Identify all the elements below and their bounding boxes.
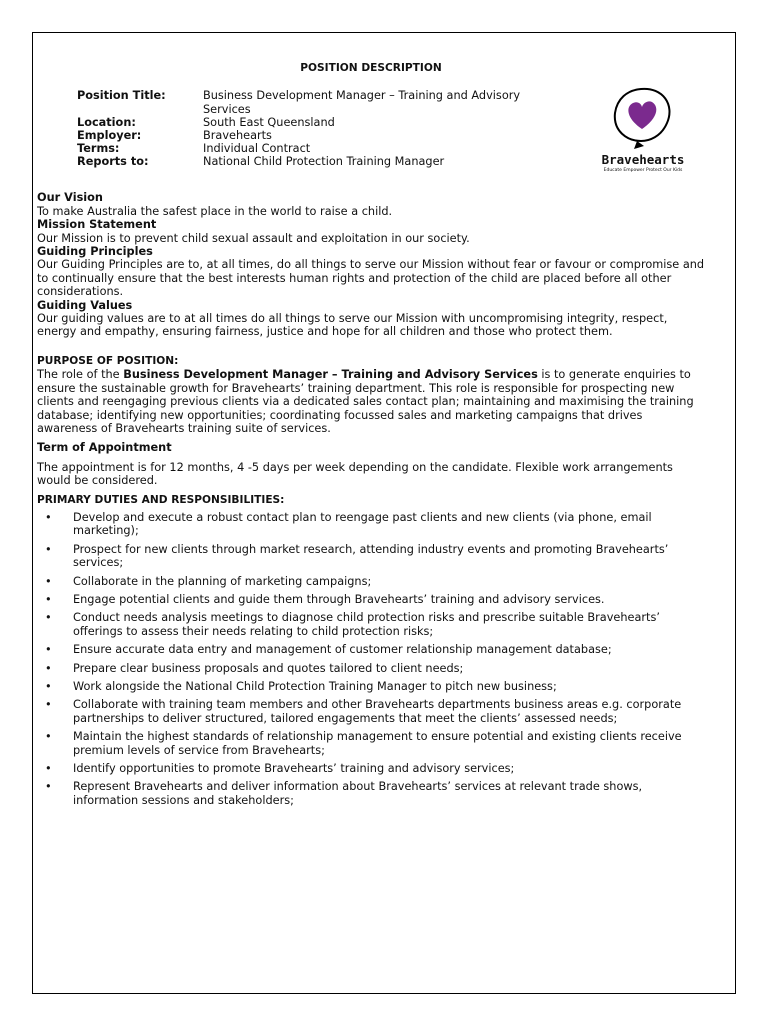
duty-text: Prospect for new clients through market research, attending industry events and promoting Bravehearts’ services; bbox=[73, 542, 669, 570]
mission-heading: Mission Statement bbox=[37, 218, 157, 232]
purpose-text bbox=[37, 368, 705, 435]
position-details-table bbox=[77, 89, 563, 168]
detail-row bbox=[77, 142, 563, 155]
list-item: • Maintain the highest standards of relationship management to ensure potential and existing clients receive premium levels of service from Bravehearts; bbox=[45, 730, 682, 757]
principles-heading: Guiding Principles bbox=[37, 245, 153, 259]
logo-wordmark: Bravehearts bbox=[601, 152, 685, 168]
duty-text: Work alongside the National Child Protection Training Manager to pitch new business; bbox=[73, 680, 557, 693]
detail-value: Bravehearts bbox=[203, 129, 272, 143]
list-item: • Prepare clear business proposals and quotes tailored to client needs; bbox=[45, 661, 464, 675]
detail-label: Reports to: bbox=[77, 155, 149, 169]
list-item: • Prospect for new clients through market research, attending industry events and promoting Bravehearts’ services; bbox=[45, 542, 669, 570]
list-item: • Develop and execute a robust contact plan to reengage past clients and new clients (via phone, email marketing); bbox=[45, 510, 652, 538]
detail-label: Terms: bbox=[77, 142, 120, 156]
detail-value: Business Development Manager – Training and Advisory Services bbox=[203, 89, 521, 116]
vision-text: To make Australia the safest place in the world to raise a child. bbox=[37, 204, 393, 218]
list-item: • Collaborate in the planning of marketing campaigns; bbox=[45, 574, 372, 588]
principles-text: Our Guiding Principles are to, at all times, do all things to serve our Mission without fear or favour or compromise and to continually ensure that the best interests human rights and protection of the child are placed before all other considerations. bbox=[37, 258, 705, 299]
detail-label: Employer: bbox=[77, 129, 142, 143]
duty-text: Develop and execute a robust contact plan to reengage past clients and new clients (via phone, email marketing); bbox=[73, 510, 652, 538]
duty-text: Represent Bravehearts and deliver information about Bravehearts’ services at relevant trade shows, information sessions and stakeholders; bbox=[73, 780, 643, 807]
term-heading: Term of Appointment bbox=[37, 441, 172, 455]
vision-heading: Our Vision bbox=[37, 191, 103, 205]
purpose-heading: PURPOSE OF POSITION: bbox=[37, 354, 179, 367]
duties-heading: PRIMARY DUTIES AND RESPONSIBILITIES: bbox=[37, 493, 285, 506]
mission-text: Our Mission is to prevent child sexual assault and exploitation in our society. bbox=[37, 231, 470, 245]
list-item: • Work alongside the National Child Protection Training Manager to pitch new business; bbox=[45, 680, 557, 693]
detail-value: Individual Contract bbox=[203, 142, 311, 156]
duty-text: Prepare clear business proposals and quotes tailored to client needs; bbox=[73, 661, 464, 675]
term-text: The appointment is for 12 months, 4 -5 days per week depending on the candidate. Flexible work arrangements would be considered. bbox=[37, 460, 673, 488]
purpose-text-intro: The role of the bbox=[37, 368, 124, 382]
detail-row bbox=[77, 129, 563, 142]
list-item: • Ensure accurate data entry and management of customer relationship management database; bbox=[45, 643, 612, 657]
detail-row bbox=[77, 116, 563, 129]
values-text: Our guiding values are to at all times do all things to serve our Mission with uncompromising integrity, respect, energy and empathy, ensuring fairness, justice and hope for all children and those who protect them. bbox=[37, 312, 668, 339]
list-item: • Collaborate with training team members and other Bravehearts departments business areas e.g. corporate partnerships to deliver structured, tailored engagements that meet the clients’ assessed needs; bbox=[45, 698, 682, 725]
duty-text: Conduct needs analysis meetings to diagnose child protection risks and prescribe suitable Bravehearts’ offerings to assess their needs relating to child protection risks; bbox=[73, 611, 660, 638]
purpose-role-name: Business Development Manager – Training and Advisory Services bbox=[123, 368, 538, 382]
document-title: POSITION DESCRIPTION bbox=[300, 62, 442, 74]
list-item: • Conduct needs analysis meetings to diagnose child protection risks and prescribe suitable Bravehearts’ offerings to assess their needs relating to child protection risks; bbox=[45, 611, 660, 638]
balloon-heart-icon bbox=[597, 83, 689, 155]
detail-value: South East Queensland bbox=[203, 115, 335, 129]
list-item: • Engage potential clients and guide them through Bravehearts’ training and advisory services. bbox=[45, 592, 605, 606]
detail-label: Position Title: bbox=[77, 89, 166, 103]
duty-text: Collaborate with training team members and other Bravehearts departments business areas e.g. corporate partnerships to deliver structured, tailored engagements that meet the clients’ assessed needs; bbox=[73, 698, 682, 725]
purpose-text-body: is to generate enquiries to ensure the sustainable growth for Bravehearts’ training department. This role is responsible for prospecting new clients and reengaging previous clients via a dedicated sales contact plan; maintaining and maximising the training database; identifying new opportunities; coordinating focussed sales and marketing campaigns that drives awareness of Bravehearts training suite of services. bbox=[37, 368, 694, 435]
duty-text: Collaborate in the planning of marketing campaigns; bbox=[73, 574, 372, 588]
detail-value: National Child Protection Training Manager bbox=[203, 155, 445, 169]
duty-text: Identify opportunities to promote Bravehearts’ training and advisory services; bbox=[73, 762, 515, 776]
logo-tagline: Educate Empower Protect Our Kids bbox=[603, 168, 683, 174]
list-item: • Identify opportunities to promote Bravehearts’ training and advisory services; bbox=[45, 762, 515, 776]
values-heading: Guiding Values bbox=[37, 298, 133, 312]
duty-text: Ensure accurate data entry and management of customer relationship management database; bbox=[73, 643, 612, 657]
duty-text: Maintain the highest standards of relationship management to ensure potential and existing clients receive premium levels of service from Bravehearts; bbox=[73, 730, 682, 757]
document-body bbox=[37, 62, 705, 812]
duty-text: Engage potential clients and guide them through Bravehearts’ training and advisory services. bbox=[73, 592, 605, 606]
detail-label: Location: bbox=[77, 115, 136, 129]
duties-list bbox=[37, 511, 705, 807]
detail-row bbox=[77, 155, 563, 168]
bravehearts-logo bbox=[597, 83, 689, 183]
detail-row bbox=[77, 89, 563, 115]
position-details bbox=[37, 89, 705, 185]
list-item: • Represent Bravehearts and deliver information about Bravehearts’ services at relevant trade shows, information sessions and stakeholders; bbox=[45, 780, 643, 807]
